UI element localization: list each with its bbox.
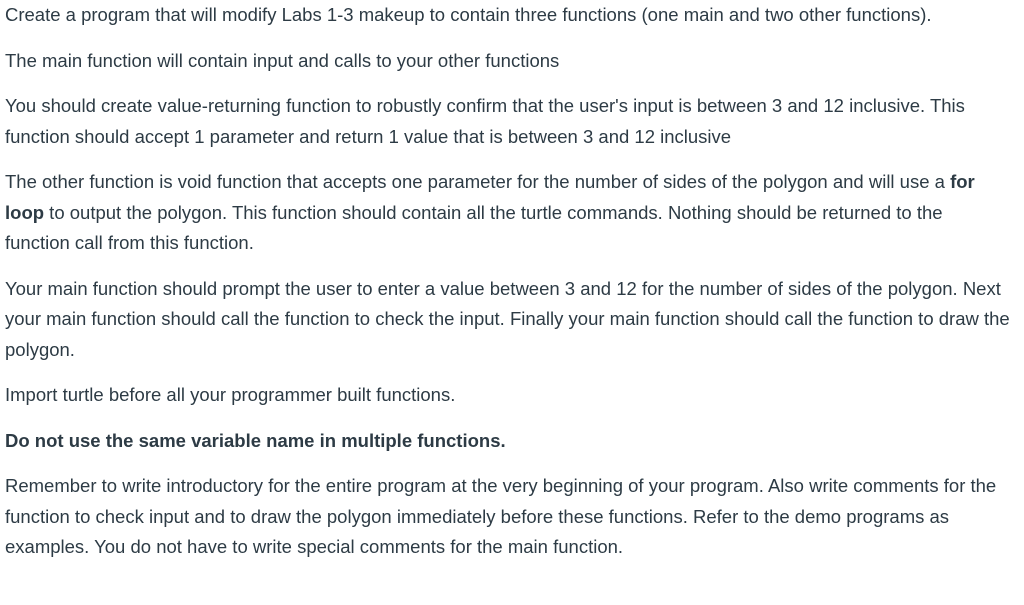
paragraph-main-prompt: Your main function should prompt the user to enter a value between 3 and 12 for the number of sides of the polygon. Next your main function should call the function to check the input. Finally your main function should call the function to draw the polygon. [5, 277, 1010, 360]
paragraph-comments-requirement: Remember to write introductory for the entire program at the very beginning of your program. Also write comments for the function to check input and to draw the polygon immediately before these functions. Refer to the demo programs as examples. You do not have to write special comments for the main function. [5, 475, 997, 557]
void-function-text-end: to output the polygon. This function should contain all the turtle commands. Nothing should be returned to the function call from this function. [5, 201, 943, 253]
paragraph-void-function [5, 167, 1012, 259]
for-loop-emphasis: for loop [5, 171, 975, 223]
paragraph-main-function: The main function will contain input and calls to your other functions [5, 49, 560, 71]
paragraph-value-returning-function: You should create value-returning function to robustly confirm that the user's input is between 3 and 12 inclusive. This function should accept 1 parameter and return 1 value that is between 3 and 12 inclusive [5, 95, 965, 147]
void-function-text-start: The other function is void function that accepts one parameter for the number of sides of the polygon and will use a [5, 171, 951, 192]
paragraph-variable-name-warning: Do not use the same variable name in multiple functions. [5, 429, 506, 451]
paragraph-import-turtle: Import turtle before all your programmer built functions. [5, 384, 456, 405]
paragraph-program-overview: Create a program that will modify Labs 1-3 makeup to contain three functions (one main and two other functions). [5, 4, 932, 25]
